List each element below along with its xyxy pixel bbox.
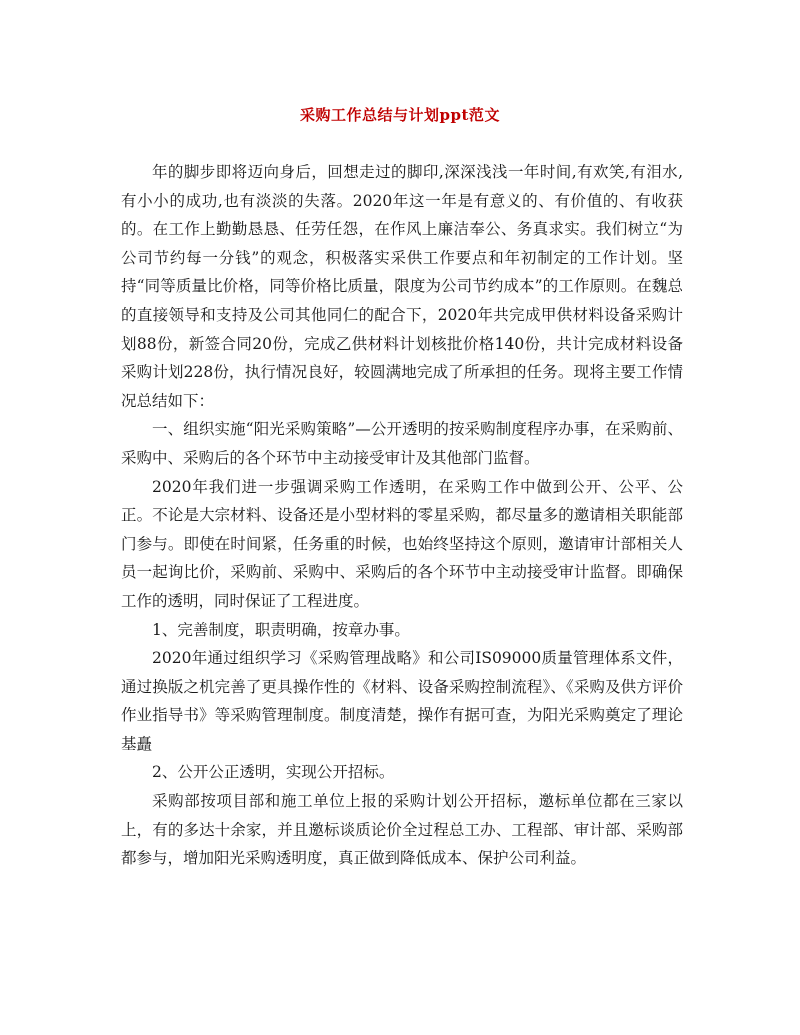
paragraph-intro: 年的脚步即将迈向身后，回想走过的脚印,深深浅浅一年时间,有欢笑,有泪水,有小小的成功,也有淡淡的失落。2020年这一年是有意义的、有价值的、有收获的。在工作上勤勤恳恳、任劳任怨，在作风上廉洁奉公、务真求实。我们树立“为公司节约每一分钱”的观念，积极落实采供工作要点和年初制定的工作计划。坚持“同等质量比价格，同等价格比质量，限度为公司节约成本”的工作原则。在魏总的直接领导和支持及公司其他同仁的配合下，2020年共完成甲供材料设备采购计划88份，新签合同20份，完成乙供材料计划核批价格140份，共计完成材料设备采购计划228份，执行情况良好，较圆满地完成了所承担的任务。现将主要工作情况总结如下： (121, 163, 683, 410)
paragraph-bidding: 采购部按项目部和施工单位上报的采购计划公开招标，邀标单位都在三家以上，有的多达十余家，并且邀标谈质论价全过程总工办、工程部、审计部、采购部都参与，增加阳光采购透明度，真正做到降低成本、保护公司利益。 (121, 792, 683, 868)
document-title: 采购工作总结与计划ppt范文 (300, 106, 500, 124)
paragraph-item-1-heading: 1、完善制度，职责明确，按章办事。 (152, 620, 410, 639)
paragraph-section-1-heading: 一、组织实施“阳光采购策略”—公开透明的按采购制度程序办事，在采购前、采购中、采购后的各个环节中主动接受审计及其他部门监督。 (121, 420, 683, 467)
paragraph-system: 2020年通过组织学习《采购管理战略》和公司IS09000质量管理体系文件，通过换版之机完善了更具操作性的《材料、设备采购控制流程》、《采购及供方评价作业指导书》等采购管理制度。制度清楚，操作有据可查，为阳光采购奠定了理论基矗 (121, 649, 683, 753)
document-body (121, 158, 683, 873)
paragraph-transparency: 2020年我们进一步强调采购工作透明，在采购工作中做到公开、公平、公正。不论是大宗材料、设备还是小型材料的零星采购，都尽量多的邀请相关职能部门参与。即使在时间紧，任务重的时候，也始终坚持这个原则，邀请审计部相关人员一起询比价，采购前、采购中、采购后的各个环节中主动接受审计监督。即确保工作的透明，同时保证了工程进度。 (121, 477, 683, 610)
paragraph-item-2-heading: 2、公开公正透明，实现公开招标。 (152, 763, 395, 782)
